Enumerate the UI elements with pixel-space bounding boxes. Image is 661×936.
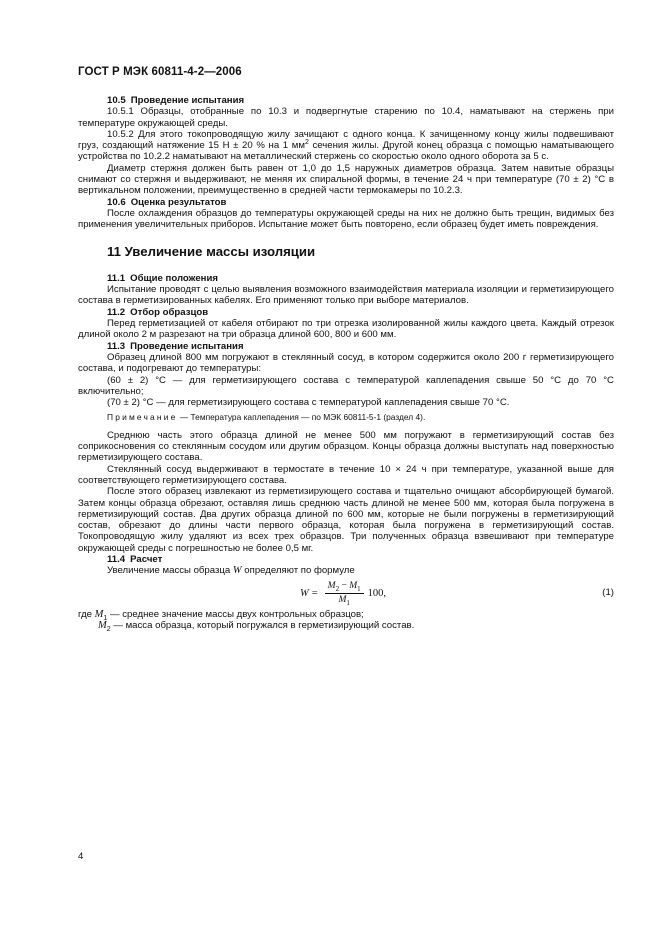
variable: W <box>232 565 242 577</box>
subsection-heading-11-3 <box>78 341 614 352</box>
formula-lhs: W <box>300 587 309 599</box>
subsection-heading-11-1 <box>78 273 614 284</box>
page-number: 4 <box>78 851 84 862</box>
fraction-denominator: $M_1$ <box>338 594 350 607</box>
where-line-1: где $M_1$ — среднее значение массы двух контрольных образцов; <box>78 608 364 622</box>
paragraph: Образец длиной 800 мм погружают в стеклянный сосуд, в котором содержится около 200 г герметизирующего состава, и подогревают до температуры: <box>78 351 614 375</box>
heading-title: Проведение испытания <box>130 340 244 352</box>
heading-title: Оценка результатов <box>130 196 227 208</box>
formula-tail: 100, <box>367 587 386 599</box>
heading-title: Общие положения <box>130 272 218 284</box>
formula-1 <box>78 579 614 605</box>
heading-number: 11.1 <box>107 272 126 284</box>
heading-number: 11.4 <box>107 553 126 565</box>
section-title-11: 11 Увеличение массы изоляции <box>107 243 316 259</box>
paragraph: Стеклянный сосуд выдерживают в термостате в течение 10 × 24 ч при температуре, указанной выше для соответствующего герметизирующего состава. <box>78 463 614 486</box>
subsection-heading-11-2 <box>78 307 614 318</box>
formula-expression <box>300 581 386 607</box>
heading-number: 11.3 <box>107 340 126 352</box>
note-label: Примечание <box>107 412 178 423</box>
heading-title: Расчет <box>130 553 163 565</box>
heading-title: Отбор образцов <box>130 306 209 318</box>
fraction-numerator: $M_2 - M_1$ <box>325 581 364 594</box>
formula-equals: = <box>311 587 318 599</box>
equation-number: (1) <box>602 586 614 598</box>
paragraph: Диаметр стержня должен быть равен от 1,0 до 1,5 наружных диаметров образца. Затем навитые образцы снимают со стержня и выдерживают, не меняя их спиральной формы, в течение 24 ч при температуре (70 ± 2) °С в вертикальном положении, преимущественно в средней части термокамеры по 10.2.3. <box>78 162 614 197</box>
paragraph: Среднюю часть этого образца длиной не менее 500 мм погружают в герметизирующий состав без соприкосновения со стеклянным сосудом или другим образцом. Концы образца должны выступать над поверхностью герметизирующего состава. <box>78 429 614 464</box>
note-text: — Температура каплепадения — по МЭК 60811-5-1 (раздел 4). <box>177 412 426 423</box>
paragraph: 10.5.2 Для этого токопроводящую жилу зачищают с одного конца. К зачищенному концу жилы подвешивают груз, создающий натяжение 15 Н ± 20 % на 1 $мм^2$ сечения жилы. Другой конец образца с помощью наматывающего устройства по 10.2.2 наматывают на металлический стержень со скоростью около одного оборота за 5 с. <box>78 128 614 163</box>
note <box>78 412 614 423</box>
paragraph: Испытание проводят с целью выявления возможного взаимодействия материала изоляции и герметизирующего состава в герметизированных кабелях. Его применяют только при выборе материалов. <box>78 284 614 307</box>
paragraph: Увеличение массы образца W определяют по формуле <box>107 565 355 577</box>
formula-fraction <box>325 581 364 607</box>
paragraph: (70 ± 2) °С — для герметизирующего состава с температурой каплепадения свыше 70 °С. <box>107 397 510 409</box>
paragraph: 10.5.1 Образцы, отобранные по 10.3 и подвергнутые старению по 10.4, наматывают на стержень при температуре окружающей среды. <box>78 106 614 129</box>
where-line-2: $M_2$ — масса образца, который погружался в герметизирующий состав. <box>98 619 415 633</box>
heading-number: 10.6 <box>107 196 126 208</box>
document-header: ГОСТ Р МЭК 60811-4-2—2006 <box>78 66 242 78</box>
heading-title: Проведение испытания <box>130 95 245 106</box>
subsection-heading-11-4 <box>78 554 614 565</box>
page-content <box>78 95 614 631</box>
paragraph: После этого образец извлекают из герметизирующего состава и тщательно очищают абсорбирующей бумагой. Затем концы образца обрезают, оставляя лишь среднюю часть длиной не менее 500 мм, которая была погружена в герметизирующий состав. Два других образца длиной по 600 мм, которые не были погружены в герметизирующий состав, обрезают до длины части первого образца, которая была погружена в герметизирующий состав. Токопроводящую жилу удаляют из всех трех образцов. Три полученных образца взвешивают при температуре окружающей среды с погрешностью не более 0,5 мг. <box>78 486 614 554</box>
paragraph: (60 ± 2) °С — для герметизирующего состава с температурой каплепадения свыше 50 °С до 70 °С включительно; <box>78 374 614 397</box>
subsection-heading-10-5 <box>78 95 614 106</box>
subsection-heading-10-6 <box>78 197 614 208</box>
heading-number: 10.5 <box>107 95 126 106</box>
heading-number: 11.2 <box>107 306 126 318</box>
paragraph: Перед герметизацией от кабеля отбирают по три отрезка изолированной жилы каждого цвета. Каждый отрезок длиной около 2 м разрезают на три образца длиной 600, 800 и 600 мм. <box>78 318 614 341</box>
paragraph: После охлаждения образцов до температуры окружающей среды на них не должно быть трещин, видимых без применения увеличительных приборов. Испытание может быть повторено, если образец будет иметь повреждения. <box>78 207 614 231</box>
